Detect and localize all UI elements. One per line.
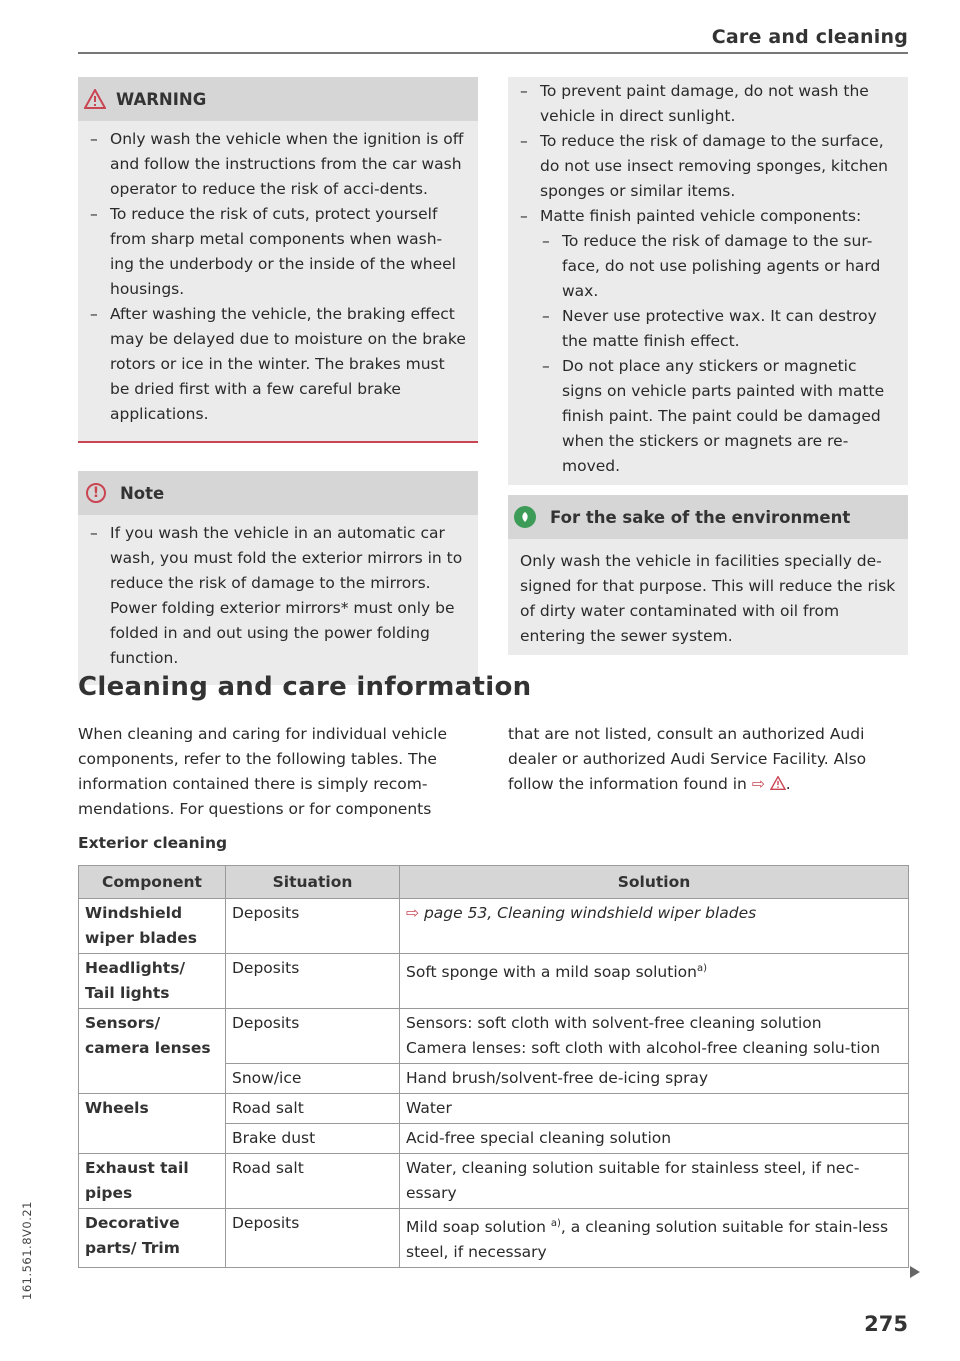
note-subitem: – Do not place any stickers or magnetic signs on vehicle parts painted with matte finish paint. The paint could be damaged when the stickers or magnets are re-moved. [542, 354, 896, 479]
environment-leaf-icon [514, 506, 536, 528]
intro-right-text: that are not listed, consult an authorized Audi dealer or authorized Audi Service Facility. Also follow the information found in [508, 725, 867, 793]
solution-text: Soft sponge with a mild soap solution [406, 963, 697, 982]
component-cell: Exhaust tail pipes [79, 1154, 226, 1209]
warning-header [78, 77, 478, 121]
solution-cell [400, 1009, 909, 1064]
situation-cell: Deposits [226, 1209, 400, 1268]
warning-item: – Only wash the vehicle when the ignition is off and follow the instructions from the car wash operator to reduce the risk of acci-dents. [90, 127, 466, 202]
warning-triangle-icon [84, 89, 106, 109]
left-column [78, 77, 478, 685]
note-continued-body [508, 77, 908, 485]
page-ref-text: page 53, Cleaning windshield wiper blades [423, 904, 757, 922]
table-header-row [79, 866, 909, 899]
note-item: – To prevent paint damage, do not wash the vehicle in direct sunlight. [520, 79, 896, 129]
solution-text: Mild soap solution [406, 1218, 551, 1237]
component-cell: Wheels [79, 1094, 226, 1154]
warning-box [78, 77, 478, 443]
table-row [79, 954, 909, 1009]
note-info-icon: ! [86, 483, 106, 503]
solution-cell [400, 899, 909, 954]
solution-cell [400, 954, 909, 1009]
intro-right-end: . [785, 775, 791, 793]
component-cell: Decorative parts/ Trim [79, 1209, 226, 1268]
solution-cell [400, 1209, 909, 1268]
solution-text: , a cleaning solution suitable for stain-less steel, if necessary [406, 1218, 889, 1262]
page-number: 275 [864, 1312, 908, 1336]
solution-cell: Hand brush/solvent-free de-icing spray [400, 1064, 909, 1094]
warning-item: – After washing the vehicle, the braking effect may be delayed due to moisture on the brake rotors or ice in the winter. The brakes must be dried first with a few careful brake applications. [90, 302, 466, 427]
warning-ref-icon[interactable] [770, 776, 786, 790]
component-cell: Sensors/ camera lenses [79, 1009, 226, 1094]
right-column [508, 77, 908, 655]
intro-right [508, 722, 908, 797]
note-body [78, 515, 478, 685]
component-cell: Headlights/ Tail lights [79, 954, 226, 1009]
situation-cell: Road salt [226, 1154, 400, 1209]
table-row [79, 1209, 909, 1268]
environment-text: Only wash the vehicle in facilities specially de-signed for that purpose. This will reduce the risk of dirty water contaminated with oil from entering the sewer system. [520, 552, 896, 645]
next-page-arrow-icon[interactable] [910, 1266, 920, 1278]
warning-item: – To reduce the risk of cuts, protect yourself from sharp metal components when wash-ing the underbody or the inside of the wheel housings. [90, 202, 466, 302]
cross-ref-arrow: ⇨ [406, 904, 419, 922]
exterior-cleaning-table [78, 865, 909, 1268]
situation-cell: Deposits [226, 1009, 400, 1064]
warning-body [78, 121, 478, 441]
section-title: Cleaning and care information [78, 672, 532, 702]
intro-left: When cleaning and caring for individual vehicle components, refer to the following tables. The information contained there is simply recom-mendations. For questions or for components [78, 725, 447, 818]
footnote-marker: a) [550, 1218, 561, 1229]
header-solution: Solution [400, 866, 909, 899]
header-situation: Situation [226, 866, 400, 899]
warning-title: WARNING [116, 89, 207, 109]
situation-cell: Brake dust [226, 1124, 400, 1154]
note-item: – If you wash the vehicle in an automatic car wash, you must fold the exterior mirrors in to reduce the risk of damage to the mirrors. Power folding exterior mirrors* must only be folded in and out using the power folding function. [90, 521, 466, 671]
note-subitem: – To reduce the risk of damage to the sur-face, do not use polishing agents or hard wax. [542, 229, 896, 304]
table-row [79, 899, 909, 954]
situation-cell: Deposits [226, 954, 400, 1009]
situation-cell: Snow/ice [226, 1064, 400, 1094]
exterior-cleaning-title: Exterior cleaning [78, 834, 228, 852]
note-item-matte [520, 204, 896, 479]
note-item: – To reduce the risk of damage to the surface, do not use insect removing sponges, kitchen sponges or similar items. [520, 129, 896, 204]
page-ref-link[interactable] [406, 904, 756, 922]
table-row [79, 1094, 909, 1124]
environment-body [508, 539, 908, 655]
component-cell: Windshield wiper blades [79, 899, 226, 954]
solution-line: Sensors: soft cloth with solvent-free cleaning solution [406, 1014, 822, 1032]
situation-cell: Road salt [226, 1094, 400, 1124]
solution-cell: Acid-free special cleaning solution [400, 1124, 909, 1154]
header-rule [78, 52, 908, 54]
cross-ref-arrow[interactable]: ⇨ [751, 775, 765, 793]
header-title: Care and cleaning [711, 26, 908, 48]
table-row [79, 1009, 909, 1064]
solution-cell: Water, cleaning solution suitable for stainless steel, if nec-essary [400, 1154, 909, 1209]
note-item-text: Matte finish painted vehicle components: [540, 207, 862, 225]
note-subitem: – Never use protective wax. It can destroy the matte finish effect. [542, 304, 896, 354]
note-title: Note [120, 483, 165, 503]
solution-cell: Water [400, 1094, 909, 1124]
situation-cell: Deposits [226, 899, 400, 954]
environment-header [508, 495, 908, 539]
side-doc-code: 161.561.8V0.21 [20, 1201, 34, 1300]
footnote-marker: a) [696, 963, 707, 974]
note-header [78, 471, 478, 515]
environment-title: For the sake of the environment [550, 507, 851, 527]
header-component: Component [79, 866, 226, 899]
solution-line: Camera lenses: soft cloth with alcohol-free cleaning solu-tion [406, 1039, 881, 1057]
table-row [79, 1154, 909, 1209]
